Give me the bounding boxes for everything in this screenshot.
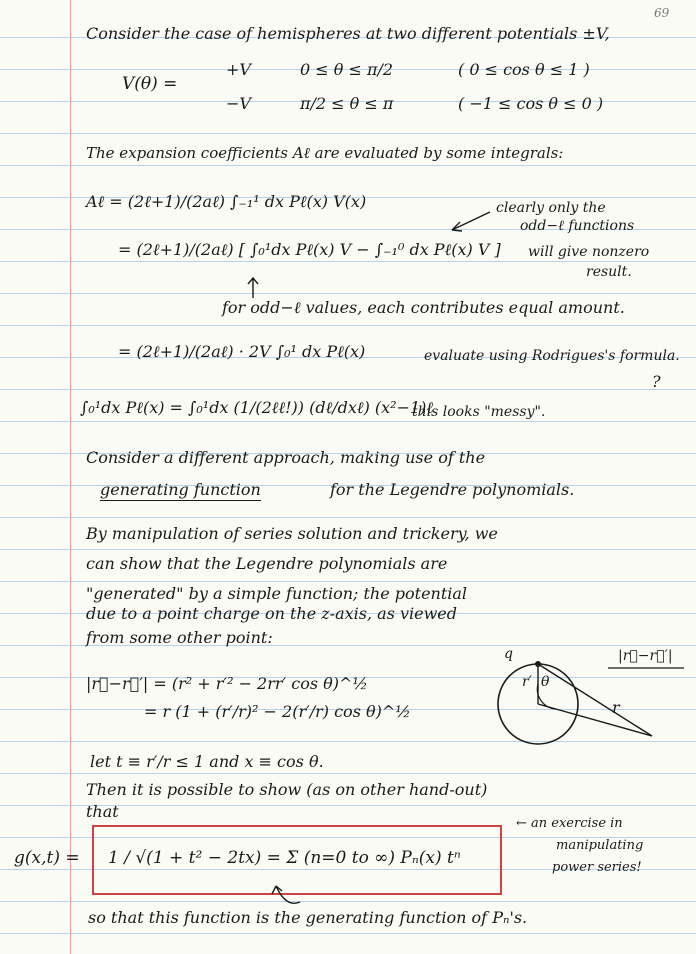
- diagram-r-prime-label: r′: [522, 674, 532, 690]
- piecewise-row1-range: 0 ≤ θ ≤ π/2: [300, 60, 394, 79]
- piecewise-row2-value: −V: [226, 94, 251, 113]
- note-nonzero: will give nonzero: [528, 244, 650, 260]
- charge-dot: [535, 661, 541, 667]
- piecewise-row1-value: +V: [226, 60, 251, 79]
- equation-distance-1: |r⃗−r⃗′| = (r² + r′² − 2rr′ cos θ)^½: [86, 674, 368, 693]
- note-exercise-1: ← an exercise in: [516, 816, 623, 831]
- diagram-r-label: r: [612, 698, 620, 717]
- approach-line-2: for the Legendre polynomials.: [330, 480, 575, 499]
- approach-line-1: Consider a different approach, making use of the: [86, 448, 486, 467]
- piecewise-row1-cos-range: ( 0 ≤ cos θ ≤ 1 ): [458, 60, 590, 79]
- expansion-text: The expansion coefficients Aℓ are evaluated by some integrals:: [86, 144, 564, 162]
- equation-rodrigues: ∫₀¹dx Pℓ(x) = ∫₀¹dx (1/(2ℓℓ!)) (dℓ/dxℓ) (x²−1)ℓ: [80, 398, 434, 417]
- note-odd-functions: odd−ℓ functions: [520, 218, 635, 234]
- that-line: that: [86, 802, 119, 821]
- equation-2v: = (2ℓ+1)/(2aℓ) · 2V ∫₀¹ dx Pℓ(x): [118, 342, 366, 361]
- let-line: let t ≡ r′/r ≤ 1 and x ≡ cos θ.: [90, 752, 324, 771]
- diagram-charge-label: q: [504, 646, 513, 662]
- equation-distance-2: = r (1 + (r′/r)² − 2(r′/r) cos θ)^½: [144, 702, 411, 721]
- page-number: 69: [654, 6, 670, 20]
- diagram-theta-label: θ: [541, 674, 550, 690]
- note-rodrigues: evaluate using Rodrigues's formula.: [424, 348, 680, 364]
- note-exercise-3: power series!: [552, 860, 642, 875]
- then-line: Then it is possible to show (as on other hand-out): [86, 780, 488, 799]
- diagram-separation-label: |r⃗−r⃗′|: [618, 648, 673, 664]
- note-result: result.: [586, 264, 632, 280]
- up-arrow-icon: [246, 276, 260, 300]
- paragraph-line-1: By manipulation of series solution and trickery, we: [86, 524, 498, 543]
- paragraph-line-4: due to a point charge on the z-axis, as viewed: [86, 604, 458, 623]
- closing-line: so that this function is the generating function of Pₙ's.: [88, 908, 528, 927]
- paragraph-line-3: "generated" by a simple function; the potential: [86, 584, 468, 603]
- intro-text: Consider the case of hemispheres at two different potentials ±V,: [86, 24, 610, 43]
- note-clearly: clearly only the: [496, 200, 606, 216]
- piecewise-row2-range: π/2 ≤ θ ≤ π: [300, 94, 394, 113]
- note-odd-values: for odd−ℓ values, each contributes equal amount.: [222, 298, 625, 317]
- generating-lhs: g(x,t) =: [14, 848, 80, 868]
- piecewise-lhs: V(θ) =: [122, 74, 178, 94]
- paragraph-line-2: can show that the Legendre polynomials are: [86, 554, 448, 573]
- equation-split: = (2ℓ+1)/(2aℓ) [ ∫₀¹dx Pℓ(x) V − ∫₋₁⁰ dx Pℓ(x) V ]: [118, 240, 501, 259]
- equation-al: Aℓ = (2ℓ+1)/(2aℓ) ∫₋₁¹ dx Pℓ(x) V(x): [86, 192, 367, 211]
- piecewise-row2-cos-range: ( −1 ≤ cos θ ≤ 0 ): [458, 94, 604, 113]
- generating-equation: 1 / √(1 + t² − 2tx) = Σ (n=0 to ∞) Pₙ(x) tⁿ: [108, 848, 461, 868]
- curved-arrow-icon: [268, 880, 304, 908]
- question-mark: ?: [652, 372, 661, 391]
- margin-line: [70, 0, 71, 954]
- separation-line: [538, 664, 652, 736]
- paragraph-line-5: from some other point:: [86, 628, 273, 647]
- arrow-to-integral-icon: [448, 210, 492, 236]
- approach-generating-function: generating function: [100, 480, 261, 499]
- note-messy: this looks "messy".: [412, 404, 546, 420]
- note-exercise-2: manipulating: [556, 838, 644, 853]
